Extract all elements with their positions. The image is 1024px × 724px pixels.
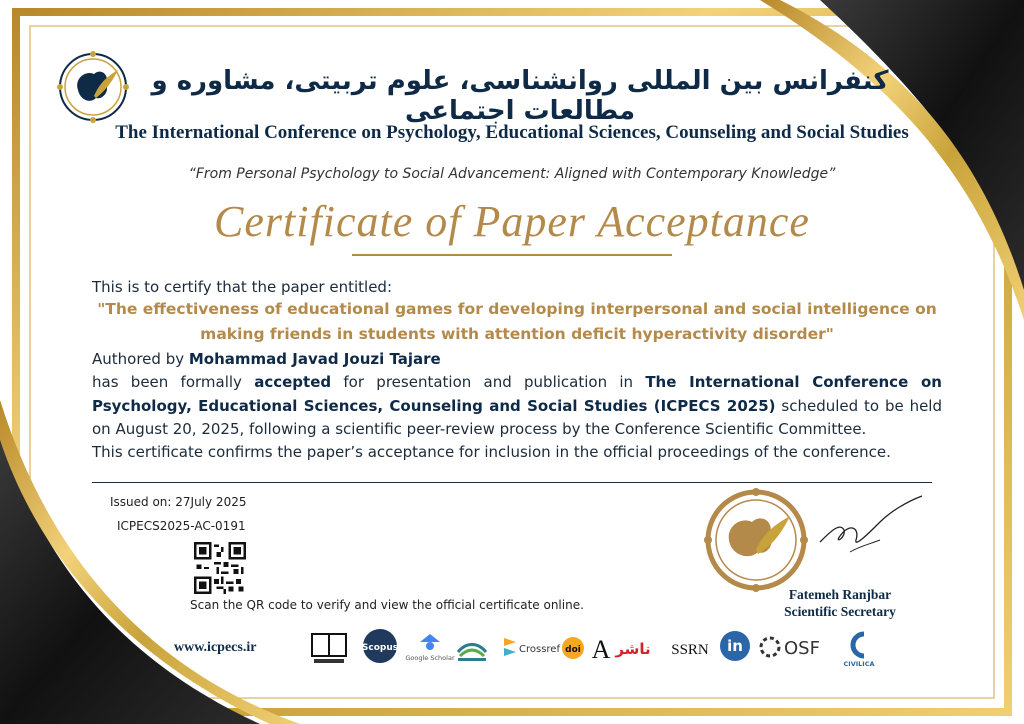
- civilica-label: CIVILICA: [843, 660, 875, 668]
- google-scholar-icon: [405, 634, 455, 662]
- website-link[interactable]: www.icpecs.ir: [174, 640, 257, 655]
- intro-text: This is to certify that the paper entitled:: [92, 278, 392, 296]
- conference-logo-icon: [56, 50, 130, 124]
- linkedin-label: in: [727, 637, 743, 655]
- doi-icon: [562, 637, 584, 659]
- accept-text-2: for presentation and publication in: [343, 373, 634, 391]
- ssrn-label: SSRN: [671, 642, 709, 658]
- crossref-icon: [504, 638, 560, 656]
- accepted-word: accepted: [254, 373, 332, 391]
- author-line: [92, 348, 942, 372]
- indexing-logos: [308, 628, 886, 668]
- linkedin-icon: [720, 631, 750, 661]
- author-name: Mohammad Javad Jouzi Tajare: [188, 350, 441, 368]
- persian-conference-title: کنفرانس بین المللی روانشناسی، علوم تربیتی، مشاوره و مطالعات اجتماعی: [151, 66, 889, 126]
- english-conference-title: The International Conference on Psychology, Educational Sciences, Counseling and Social Studies: [115, 122, 909, 143]
- osf-label: OSF: [784, 638, 820, 659]
- scan-instructions: Scan the QR code to verify and view the official certificate online.: [190, 598, 584, 612]
- academia-icon: [592, 635, 611, 664]
- footer-divider: [92, 482, 932, 483]
- scopus-label: Scopus: [361, 643, 399, 653]
- certificate-title: Certificate of Paper Acceptance: [214, 197, 810, 246]
- conference-full-name: The International Conference on Psychology, Educational Sciences, Counseling and Social Studies (ICPECS 2025): [92, 373, 942, 415]
- confirmation-text: This certificate confirms the paper’s acceptance for inclusion in the official proceedings of the conference.: [92, 443, 891, 461]
- signature-icon: [810, 492, 930, 562]
- doi-label: doi: [565, 645, 581, 655]
- mdu-book-icon: [312, 634, 346, 663]
- signer-name: Fatemeh Ranjbar: [788, 587, 892, 602]
- issued-date: Issued on: 27July 2025: [110, 495, 247, 509]
- academia-label: A: [591, 635, 611, 664]
- accept-text-3: scheduled to be held on August 20, 2025, following a scientific peer-review process by the Conference Scientific Committee.: [92, 396, 942, 438]
- google-scholar-label: Google Scholar: [405, 654, 455, 662]
- scopus-icon: [362, 629, 398, 663]
- civilica-icon: [844, 634, 875, 668]
- conference-slogan: “From Personal Psychology to Social Advancement: Aligned with Contemporary Knowledge”: [188, 166, 836, 182]
- paper-title: "The effectiveness of educational games for developing interpersonal and social intelligence on making friends in students with attention deficit hyperactivity disorder": [97, 300, 937, 343]
- book-stack-icon: [458, 645, 486, 662]
- title-underline: [352, 254, 672, 256]
- qr-code-icon[interactable]: [194, 542, 246, 594]
- ssrn-icon: [671, 642, 709, 658]
- authored-prefix: Authored by: [92, 350, 185, 368]
- publisher-icon: [614, 640, 650, 658]
- conference-seal-icon: [704, 488, 808, 592]
- crossref-label: Crossref: [519, 644, 560, 655]
- signer-block: [740, 586, 940, 620]
- accept-text-1: has been formally: [92, 373, 242, 391]
- certificate-id: ICPECS2025-AC-0191: [117, 519, 246, 533]
- osf-icon: [761, 638, 820, 659]
- publisher-label: ناشر: [615, 640, 651, 658]
- acceptance-paragraph: [92, 371, 942, 442]
- signer-role: Scientific Secretary: [784, 604, 896, 619]
